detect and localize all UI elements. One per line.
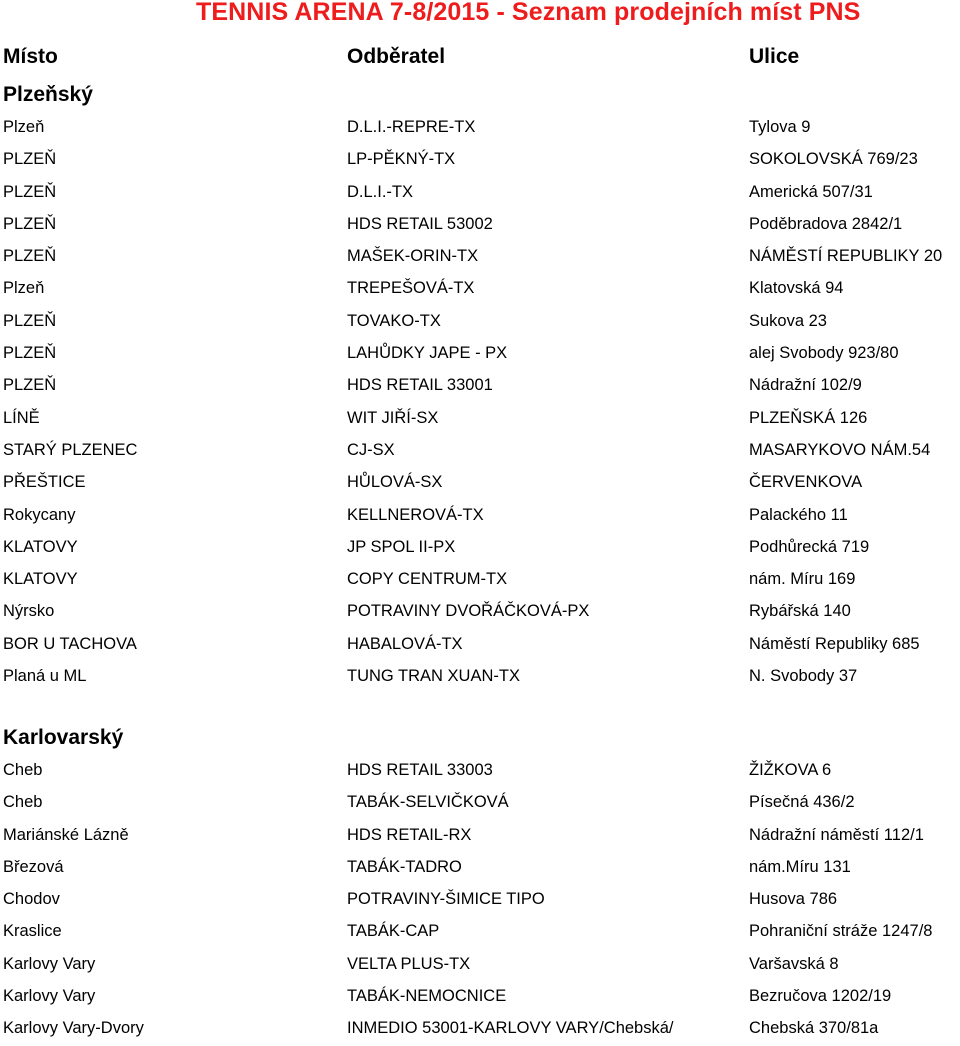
table-row	[0, 273, 960, 305]
cell-misto: Karlovy Vary	[3, 954, 96, 973]
cell-misto: Cheb	[3, 793, 43, 812]
cell-odberatel: D.L.I.-TX	[347, 182, 414, 201]
region-heading-karlovarsky: Karlovarský	[3, 726, 124, 749]
cell-ulice: Americká 507/31	[749, 182, 873, 201]
cell-ulice: Pohraniční stráže 1247/8	[749, 922, 933, 941]
cell-misto: LÍNĚ	[3, 408, 40, 427]
cell-ulice: Nádražní 102/9	[749, 376, 862, 395]
table-row	[0, 661, 960, 693]
table-row	[0, 755, 960, 787]
cell-misto: Kraslice	[3, 922, 62, 941]
cell-ulice: Nádražní náměstí 112/1	[749, 825, 924, 844]
cell-odberatel: LP-PĚKNÝ-TX	[347, 150, 456, 169]
cell-misto: PLZEŇ	[3, 182, 57, 201]
region-list-karlovarsky	[0, 755, 960, 1046]
table-row	[0, 1013, 960, 1045]
cell-misto: STARÝ PLZENEC	[3, 440, 138, 459]
cell-ulice: Rybářská 140	[749, 602, 851, 621]
cell-odberatel: HDS RETAIL 33001	[347, 376, 493, 395]
cell-misto: Nýrsko	[3, 602, 55, 621]
cell-misto: Cheb	[3, 761, 43, 779]
table-row	[0, 403, 960, 435]
cell-misto: Karlovy Vary-Dvory	[3, 1019, 144, 1038]
cell-ulice: alej Svobody 923/80	[749, 344, 899, 363]
cell-misto: PLZEŇ	[3, 214, 57, 233]
cell-misto: PLZEŇ	[3, 150, 57, 169]
cell-ulice: nám. Míru 169	[749, 570, 856, 589]
cell-odberatel: KELLNEROVÁ-TX	[347, 505, 484, 524]
cell-ulice: Palackého 11	[749, 505, 848, 524]
cell-ulice: ČERVENKOVA	[749, 473, 863, 492]
table-row	[0, 338, 960, 370]
cell-misto: Březová	[3, 857, 64, 876]
cell-ulice: Bezručova 1202/19	[749, 987, 892, 1006]
cell-misto: KLATOVY	[3, 537, 78, 556]
column-header-ulice: Ulice	[749, 45, 800, 68]
table-row	[0, 884, 960, 916]
cell-ulice: MASARYKOVO NÁM.54	[749, 440, 931, 459]
cell-ulice: ŽIŽKOVA 6	[749, 761, 832, 779]
cell-odberatel: TOVAKO-TX	[347, 311, 441, 330]
cell-misto: Karlovy Vary	[3, 987, 96, 1006]
cell-odberatel: HDS RETAIL-RX	[347, 825, 472, 844]
cell-ulice: Varšavská 8	[749, 954, 839, 973]
cell-odberatel: JP SPOL II-PX	[347, 537, 456, 556]
cell-odberatel: HŮLOVÁ-SX	[347, 473, 443, 492]
cell-odberatel: VELTA PLUS-TX	[347, 954, 471, 973]
table-row	[0, 209, 960, 241]
cell-misto: Rokycany	[3, 505, 76, 524]
cell-misto: PLZEŇ	[3, 344, 57, 363]
page-title: TENNIS ARENA 7-8/2015 - Seznam prodejních míst PNS	[196, 0, 861, 26]
cell-odberatel: INMEDIO 53001-KARLOVY VARY/Chebská/	[347, 1019, 674, 1038]
table-row	[0, 916, 960, 948]
table-row	[0, 629, 960, 661]
table-row	[0, 241, 960, 273]
table-row	[0, 564, 960, 596]
cell-ulice: Tylova 9	[749, 118, 811, 136]
cell-ulice: Náměstí Republiky 685	[749, 634, 920, 653]
cell-odberatel: D.L.I.-REPRE-TX	[347, 118, 476, 136]
cell-ulice: NÁMĚSTÍ REPUBLIKY 20	[749, 247, 943, 266]
table-row	[0, 532, 960, 564]
cell-odberatel: LAHŮDKY JAPE - PX	[347, 344, 508, 363]
table-row	[0, 435, 960, 467]
cell-misto: PŘEŠTICE	[3, 473, 86, 492]
cell-ulice: Písečná 436/2	[749, 793, 855, 812]
table-row	[0, 306, 960, 338]
table-row	[0, 596, 960, 628]
cell-odberatel: MAŠEK-ORIN-TX	[347, 247, 479, 266]
region-heading-plzensky: Plzeňský	[3, 83, 93, 106]
cell-odberatel: TABÁK-SELVIČKOVÁ	[347, 793, 509, 812]
cell-odberatel: POTRAVINY DVOŘÁČKOVÁ-PX	[347, 602, 590, 621]
cell-ulice: Klatovská 94	[749, 279, 844, 298]
region-list-plzensky	[0, 112, 960, 693]
cell-ulice: Husova 786	[749, 890, 838, 909]
cell-ulice: N. Svobody 37	[749, 667, 858, 686]
cell-ulice: Poděbradova 2842/1	[749, 214, 903, 233]
table-row	[0, 787, 960, 819]
cell-misto: Planá u ML	[3, 667, 87, 686]
cell-odberatel: TABÁK-CAP	[347, 922, 440, 941]
table-row	[0, 500, 960, 532]
table-row	[0, 981, 960, 1013]
cell-odberatel: CJ-SX	[347, 440, 395, 459]
cell-ulice: Chebská 370/81a	[749, 1019, 879, 1038]
table-row	[0, 467, 960, 499]
table-row	[0, 949, 960, 981]
cell-ulice: nám.Míru 131	[749, 857, 851, 876]
table-row	[0, 820, 960, 852]
cell-misto: Plzeň	[3, 118, 45, 136]
cell-odberatel: TABÁK-NEMOCNICE	[347, 987, 507, 1006]
table-row	[0, 177, 960, 209]
cell-odberatel: HABALOVÁ-TX	[347, 634, 463, 653]
table-row	[0, 112, 960, 144]
table-row	[0, 852, 960, 884]
cell-misto: Plzeň	[3, 279, 45, 298]
column-header-odberatel: Odběratel	[347, 45, 446, 68]
cell-ulice: PLZEŇSKÁ 126	[749, 408, 868, 427]
cell-odberatel: POTRAVINY-ŠIMICE TIPO	[347, 890, 545, 909]
cell-misto: Chodov	[3, 890, 60, 909]
cell-odberatel: HDS RETAIL 53002	[347, 214, 493, 233]
cell-odberatel: COPY CENTRUM-TX	[347, 570, 508, 589]
cell-misto: PLZEŇ	[3, 376, 57, 395]
cell-ulice: Sukova 23	[749, 311, 827, 330]
table-row	[0, 144, 960, 176]
cell-odberatel: TREPEŠOVÁ-TX	[347, 279, 475, 298]
cell-misto: BOR U TACHOVA	[3, 634, 137, 653]
cell-ulice: SOKOLOVSKÁ 769/23	[749, 150, 918, 169]
column-header-misto: Místo	[3, 45, 58, 68]
cell-odberatel: TABÁK-TADRO	[347, 857, 462, 876]
cell-misto: PLZEŇ	[3, 247, 57, 266]
cell-odberatel: TUNG TRAN XUAN-TX	[347, 667, 520, 686]
cell-odberatel: HDS RETAIL 33003	[347, 761, 493, 779]
cell-misto: PLZEŇ	[3, 311, 57, 330]
cell-ulice: Podhůrecká 719	[749, 537, 870, 556]
cell-odberatel: WIT JIŘÍ-SX	[347, 408, 439, 427]
table-row	[0, 370, 960, 402]
cell-misto: KLATOVY	[3, 570, 78, 589]
cell-misto: Mariánské Lázně	[3, 825, 129, 844]
